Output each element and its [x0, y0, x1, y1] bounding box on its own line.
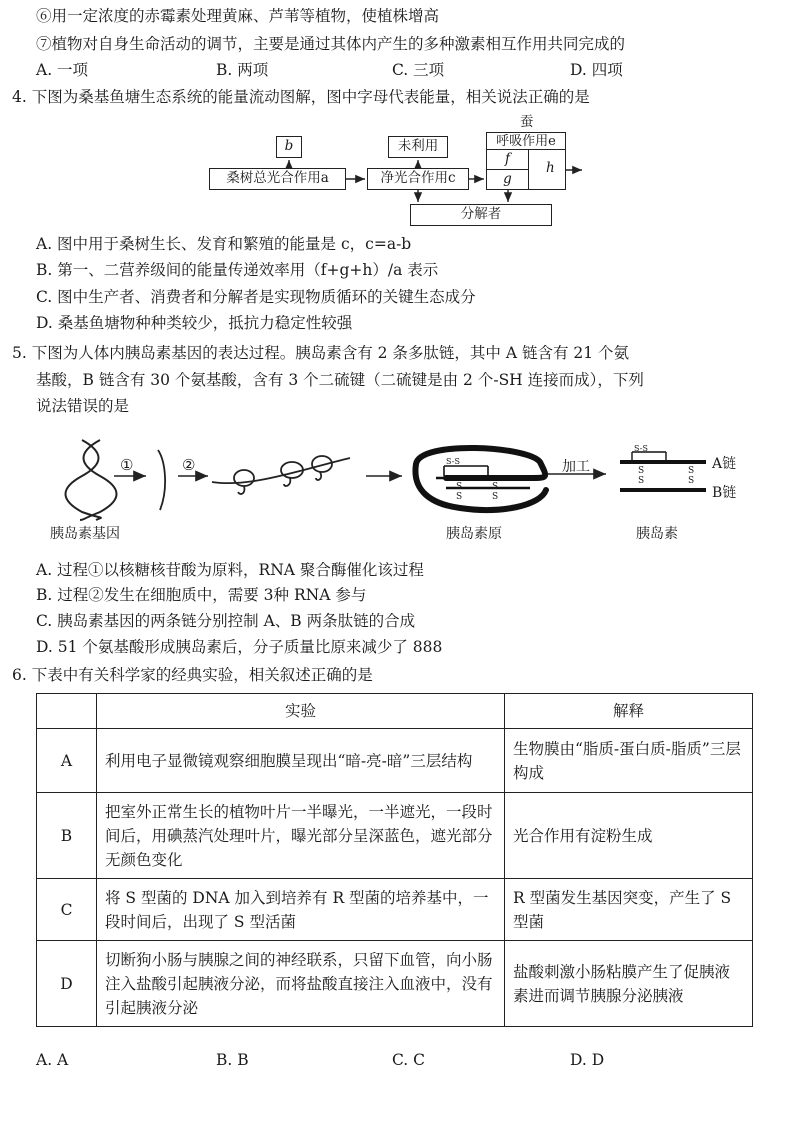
insulin-s-label-1: S	[638, 466, 645, 476]
row-experiment: 利用电子显微镜观察细胞膜呈现出“暗-亮-暗”三层结构	[97, 729, 505, 793]
insulin-label: 胰岛素	[636, 526, 678, 542]
row-explanation: 光合作用有淀粉生成	[505, 793, 753, 879]
mrna-strand	[158, 450, 165, 510]
proinsulin-s-label-4: S	[492, 492, 499, 502]
row-experiment: 切断狗小肠与胰腺之间的神经联系，只留下血管，向小肠注入盐酸引起胰液分泌，而将盐酸直接注入血液中，没有引起胰液分泌	[97, 941, 505, 1027]
chain-b-label: B链	[712, 485, 737, 501]
gross-photosynthesis-box: 桑树总光合作用a	[209, 168, 346, 190]
proinsulin-s-label-3: S	[492, 482, 499, 492]
q6-stem: 6. 下表中有关科学家的经典实验，相关叙述正确的是	[12, 666, 373, 684]
proinsulin-s-label-1: S	[456, 482, 463, 492]
ribosome-translation-icon	[212, 456, 350, 494]
header-blank	[37, 694, 97, 729]
q3-option-b[interactable]: B. 两项	[216, 61, 269, 79]
row-key: B	[37, 793, 97, 879]
chain-a-label: A链	[712, 456, 737, 472]
insulin-ss-label: S-S	[634, 444, 648, 453]
q5-stem-line3: 说法错误的是	[36, 397, 130, 415]
proinsulin-icon	[415, 448, 546, 510]
row-key: D	[37, 941, 97, 1027]
q5-option-d[interactable]: D. 51 个氨基酸形成胰岛素后，分子质量比原来减少了 888	[36, 638, 443, 656]
decomposer-box: 分解者	[410, 204, 552, 226]
insulin-diagram-drawing	[0, 0, 794, 560]
q5-option-c[interactable]: C. 胰岛素基因的两条链分别控制 A、B 两条肽链的合成	[36, 612, 416, 630]
insulin-s-label-2: S	[638, 476, 645, 486]
q6-option-b[interactable]: B. B	[216, 1051, 249, 1069]
statement-7: ⑦植物对自身生命活动的调节，主要是通过其体内产生的多种激素相互作用共同完成的	[36, 35, 626, 53]
silkworm-label: 蚕	[520, 114, 534, 130]
row-explanation: 生物膜由“脂质-蛋白质-脂质”三层构成	[505, 729, 753, 793]
q5-option-a[interactable]: A. 过程①以核糖核苷酸为原料，RNA 聚合酶催化该过程	[36, 561, 424, 579]
q4-option-b[interactable]: B. 第一、二营养级间的能量传递效率用（f+g+h）/a 表示	[36, 261, 439, 279]
row-key: A	[37, 729, 97, 793]
row-key: C	[37, 879, 97, 941]
q5-stem-line1: 5. 下图为人体内胰岛素基因的表达过程。胰岛素含有 2 条多肽链，其中 A 链含有 21 个氨	[12, 344, 630, 362]
energy-b-box: b	[276, 136, 302, 158]
proinsulin-s-label-2: S	[456, 492, 463, 502]
step-1-label: ①	[120, 456, 134, 474]
table-header-row	[37, 694, 753, 729]
insulin-s-label-4: S	[688, 476, 695, 486]
q3-option-c[interactable]: C. 三项	[392, 61, 445, 79]
respiration-box: 呼吸作用e	[486, 132, 566, 150]
energy-h-label: h	[546, 160, 555, 176]
q4-option-a[interactable]: A. 图中用于桑树生长、发育和繁殖的能量是 c，c=a-b	[36, 235, 412, 253]
q3-option-d[interactable]: D. 四项	[570, 61, 623, 79]
q4-stem: 4. 下图为桑基鱼塘生态系统的能量流动图解，图中字母代表能量，相关说法正确的是	[12, 88, 590, 106]
energy-g-box: g	[486, 169, 529, 190]
proinsulin-ss-label: S-S	[446, 457, 460, 466]
step-2-label: ②	[182, 456, 196, 474]
insulin-s-label-3: S	[688, 466, 695, 476]
q5-stem-line2: 基酸，B 链含有 30 个氨基酸，含有 3 个二硫键（二硫键是由 2 个-SH 连接而成），下列	[36, 371, 644, 389]
header-explanation: 解释	[505, 694, 753, 729]
table-row	[37, 793, 753, 879]
q4-option-c[interactable]: C. 图中生产者、消费者和分解者是实现物质循环的关键生态成分	[36, 288, 476, 306]
q3-option-a[interactable]: A. 一项	[36, 61, 89, 79]
row-experiment: 将 S 型菌的 DNA 加入到培养有 R 型菌的培养基中，一段时间后，出现了 S 型活菌	[97, 879, 505, 941]
table-row	[37, 941, 753, 1027]
q6-option-d[interactable]: D. D	[570, 1051, 605, 1069]
q4-option-d[interactable]: D. 桑基鱼塘物种种类较少，抵抗力稳定性较强	[36, 314, 353, 332]
row-explanation: R 型菌发生基因突变，产生了 S 型菌	[505, 879, 753, 941]
table-row	[37, 879, 753, 941]
statement-6: ⑥用一定浓度的赤霉素处理黄麻、芦苇等植物，使植株增高	[36, 7, 440, 25]
proinsulin-label: 胰岛素原	[446, 526, 502, 542]
q6-option-a[interactable]: A. A	[36, 1051, 69, 1069]
experiment-table	[36, 693, 753, 1027]
unused-box: 未利用	[388, 136, 448, 158]
row-explanation: 盐酸刺激小肠粘膜产生了促胰液素进而调节胰腺分泌胰液	[505, 941, 753, 1027]
row-experiment: 把室外正常生长的植物叶片一半曝光，一半遮光，一段时间后，用碘蒸汽处理叶片，曝光部分呈深蓝色，遮光部分无颜色变化	[97, 793, 505, 879]
dna-helix-icon	[66, 440, 117, 520]
header-experiment: 实验	[97, 694, 505, 729]
insulin-gene-label: 胰岛素基因	[50, 526, 120, 542]
table-row	[37, 729, 753, 793]
q5-option-b[interactable]: B. 过程②发生在细胞质中，需要 3种 RNA 参与	[36, 586, 367, 604]
q6-options	[36, 1050, 766, 1070]
net-photosynthesis-box: 净光合作用c	[367, 168, 469, 190]
processing-label: 加工	[562, 459, 590, 475]
energy-f-box: f	[486, 149, 529, 170]
q6-option-c[interactable]: C. C	[392, 1051, 426, 1069]
insulin-expression-diagram	[0, 0, 794, 560]
